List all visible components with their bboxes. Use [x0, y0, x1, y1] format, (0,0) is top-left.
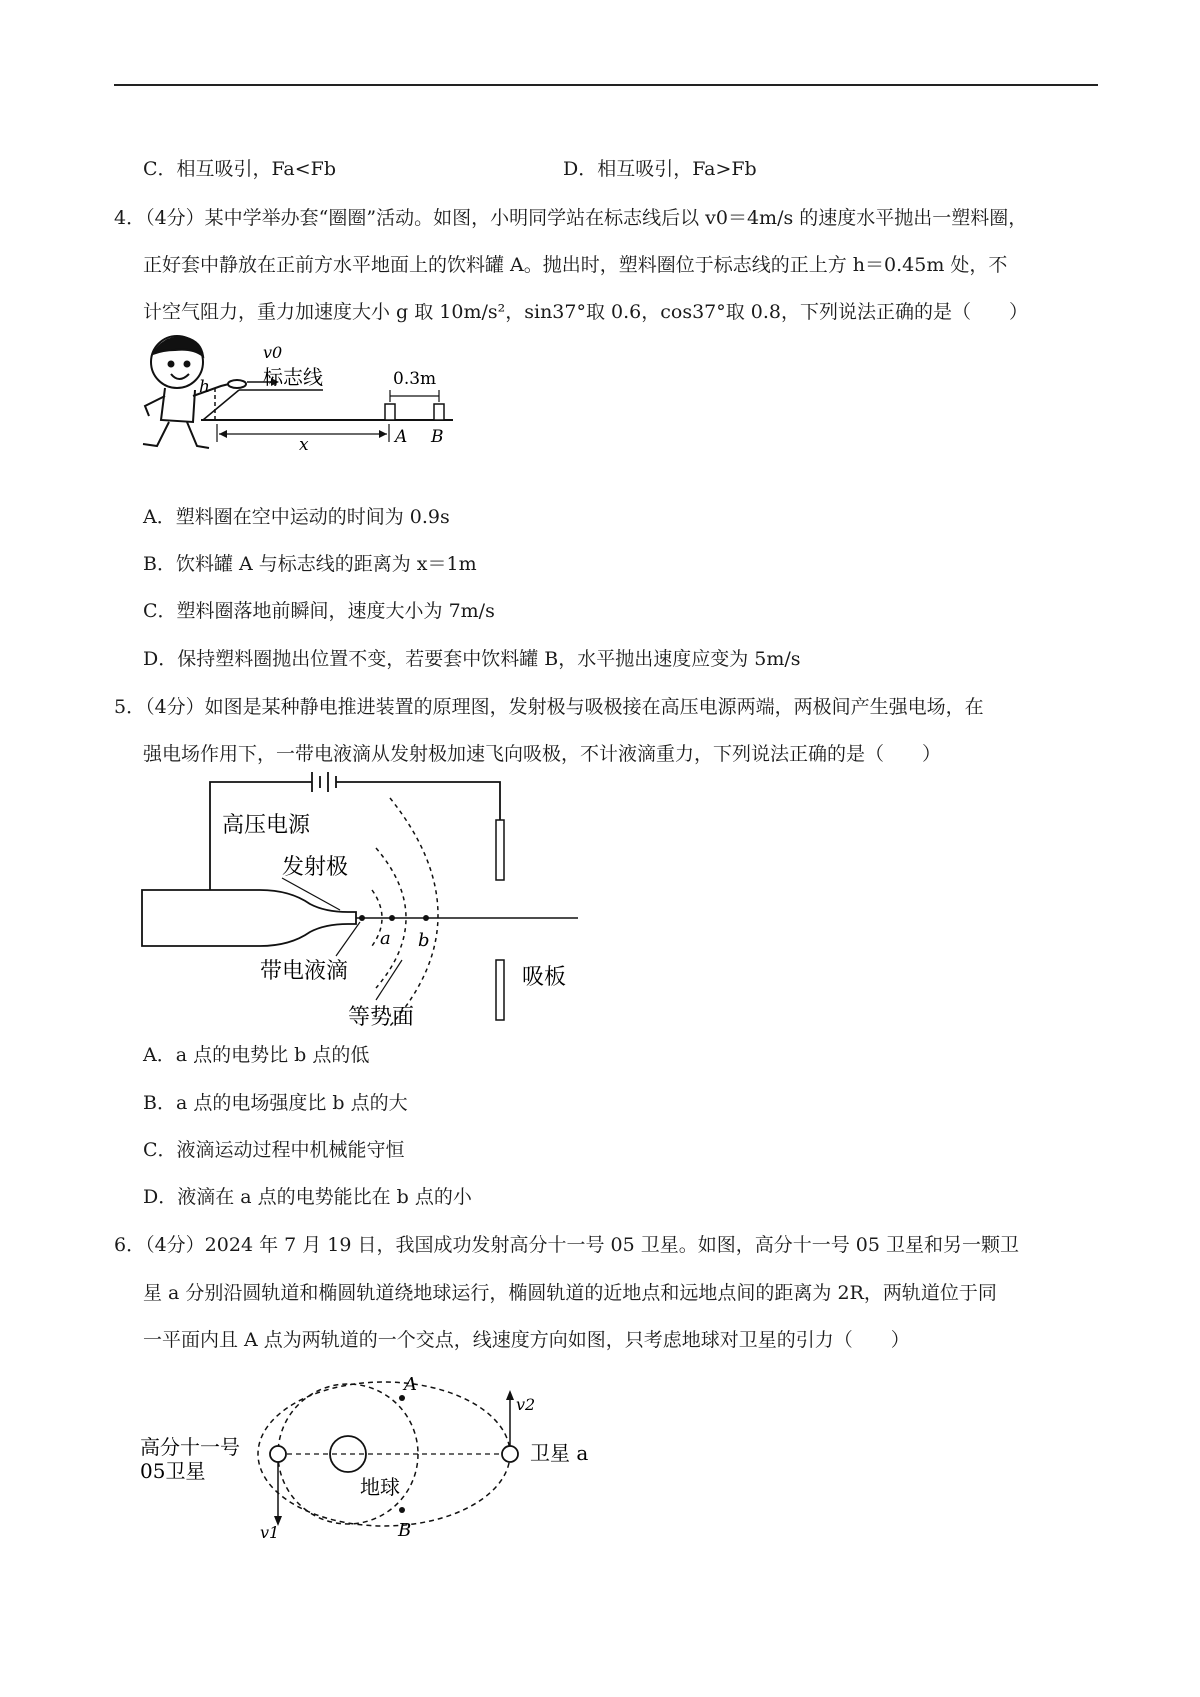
- distance-label: 0.3m: [393, 369, 437, 389]
- satellite-05: [270, 1446, 286, 1462]
- q5-stem-line2: 强电场作用下，一带电液滴从发射极加速飞向吸极，不计液滴重力，下列说法正确的是（ ）: [143, 743, 942, 765]
- q3-option-d: D．相互吸引，Fa>Fb: [563, 158, 757, 180]
- power-label: 高压电源: [222, 813, 311, 838]
- satellite-a: [502, 1446, 518, 1462]
- absorber-label: 吸板: [522, 965, 567, 990]
- sat05-label-line1: 高分十一号: [140, 1435, 240, 1459]
- q4-option-b: B．饮料罐 A 与标志线的距离为 x＝1m: [143, 553, 477, 575]
- q3-option-c: C．相互吸引，Fa<Fb: [143, 158, 337, 180]
- q4-option-a: A．塑料圈在空中运动的时间为 0.9s: [143, 506, 450, 528]
- q5-option-d: D．液滴在 a 点的电势能比在 b 点的小: [143, 1186, 472, 1208]
- q5-stem-line1: 5．（4分）如图是某种静电推进装置的原理图，发射极与吸极接在高压电源两端，两极间产生强电场，在: [114, 696, 984, 718]
- earth-label: 地球: [360, 1475, 400, 1499]
- boy-illustration: [143, 336, 246, 448]
- absorber-lower: [496, 960, 504, 1020]
- q4-option-c: C．塑料圈落地前瞬间，速度大小为 7m/s: [143, 600, 495, 622]
- q5-option-a: A．a 点的电势比 b 点的低: [143, 1044, 370, 1066]
- equipotential-label: 等势面: [348, 1005, 415, 1030]
- q5-option-b: B．a 点的电场强度比 b 点的大: [143, 1092, 408, 1114]
- emitter-label: 发射极: [282, 855, 349, 880]
- q6-figure: [140, 1370, 589, 1550]
- q6-stem-line3: 一平面内且 A 点为两轨道的一个交点，线速度方向如图，只考虑地球对卫星的引力（ ）: [143, 1329, 910, 1351]
- q4-figure: [135, 330, 505, 500]
- header-rule: [114, 84, 1098, 86]
- q4-stem-line1: 4．（4分）某中学举办套“圈圈”活动。如图，小明同学站在标志线后以 v0＝4m/s 的速度水平抛出一塑料圈，: [114, 207, 1028, 229]
- droplet: [359, 915, 365, 921]
- emitter-nozzle: [142, 890, 356, 946]
- v0-label: v0: [263, 343, 283, 362]
- q6-stem-line2: 星 a 分别沿圆轨道和椭圆轨道绕地球运行，椭圆轨道的近地点和远地点间的距离为 2R，两轨道位于同: [143, 1282, 997, 1304]
- q4-stem-line2: 正好套中静放在正前方水平地面上的饮料罐 A。抛出时，塑料圈位于标志线的正上方 h＝0.45m 处，不: [143, 254, 1008, 276]
- sat05-label-line2: 05卫星: [140, 1459, 206, 1483]
- point-b: [423, 915, 429, 921]
- droplet-label: 带电液滴: [260, 959, 349, 984]
- q5-figure: [140, 770, 580, 1030]
- can-b: [434, 404, 444, 420]
- point-B: [399, 1507, 405, 1513]
- sat-a-label: 卫星 a: [530, 1441, 589, 1465]
- can-a: [385, 404, 395, 420]
- label-b: b: [418, 930, 430, 951]
- q4-option-d: D．保持塑料圈抛出位置不变，若要套中饮料罐 B，水平抛出速度应变为 5m/s: [143, 648, 801, 670]
- label-A: A: [404, 1374, 417, 1395]
- label-a: A: [395, 427, 408, 447]
- v1-label: v1: [260, 1523, 280, 1542]
- x-label: x: [299, 435, 309, 455]
- v2-label: v2: [516, 1395, 536, 1414]
- label-b: B: [431, 427, 444, 447]
- elliptical-orbit: [258, 1382, 510, 1526]
- label-B: B: [398, 1520, 412, 1541]
- equipotential-3: [390, 798, 438, 1026]
- q4-stem-line3: 计空气阻力，重力加速度大小 g 取 10m/s²，sin37°取 0.6，cos37°取 0.8，下列说法正确的是（ ）: [143, 301, 1029, 323]
- label-a: a: [380, 928, 391, 949]
- point-A: [399, 1395, 405, 1401]
- q5-option-c: C．液滴运动过程中机械能守恒: [143, 1139, 405, 1161]
- absorber-upper: [496, 820, 504, 880]
- h-label: h: [199, 377, 210, 397]
- mark-line-label: 标志线: [263, 365, 323, 389]
- q6-stem-line1: 6．（4分）2024 年 7 月 19 日，我国成功发射高分十一号 05 卫星。如图，高分十一号 05 卫星和另一颗卫: [114, 1234, 1020, 1256]
- point-a: [389, 915, 395, 921]
